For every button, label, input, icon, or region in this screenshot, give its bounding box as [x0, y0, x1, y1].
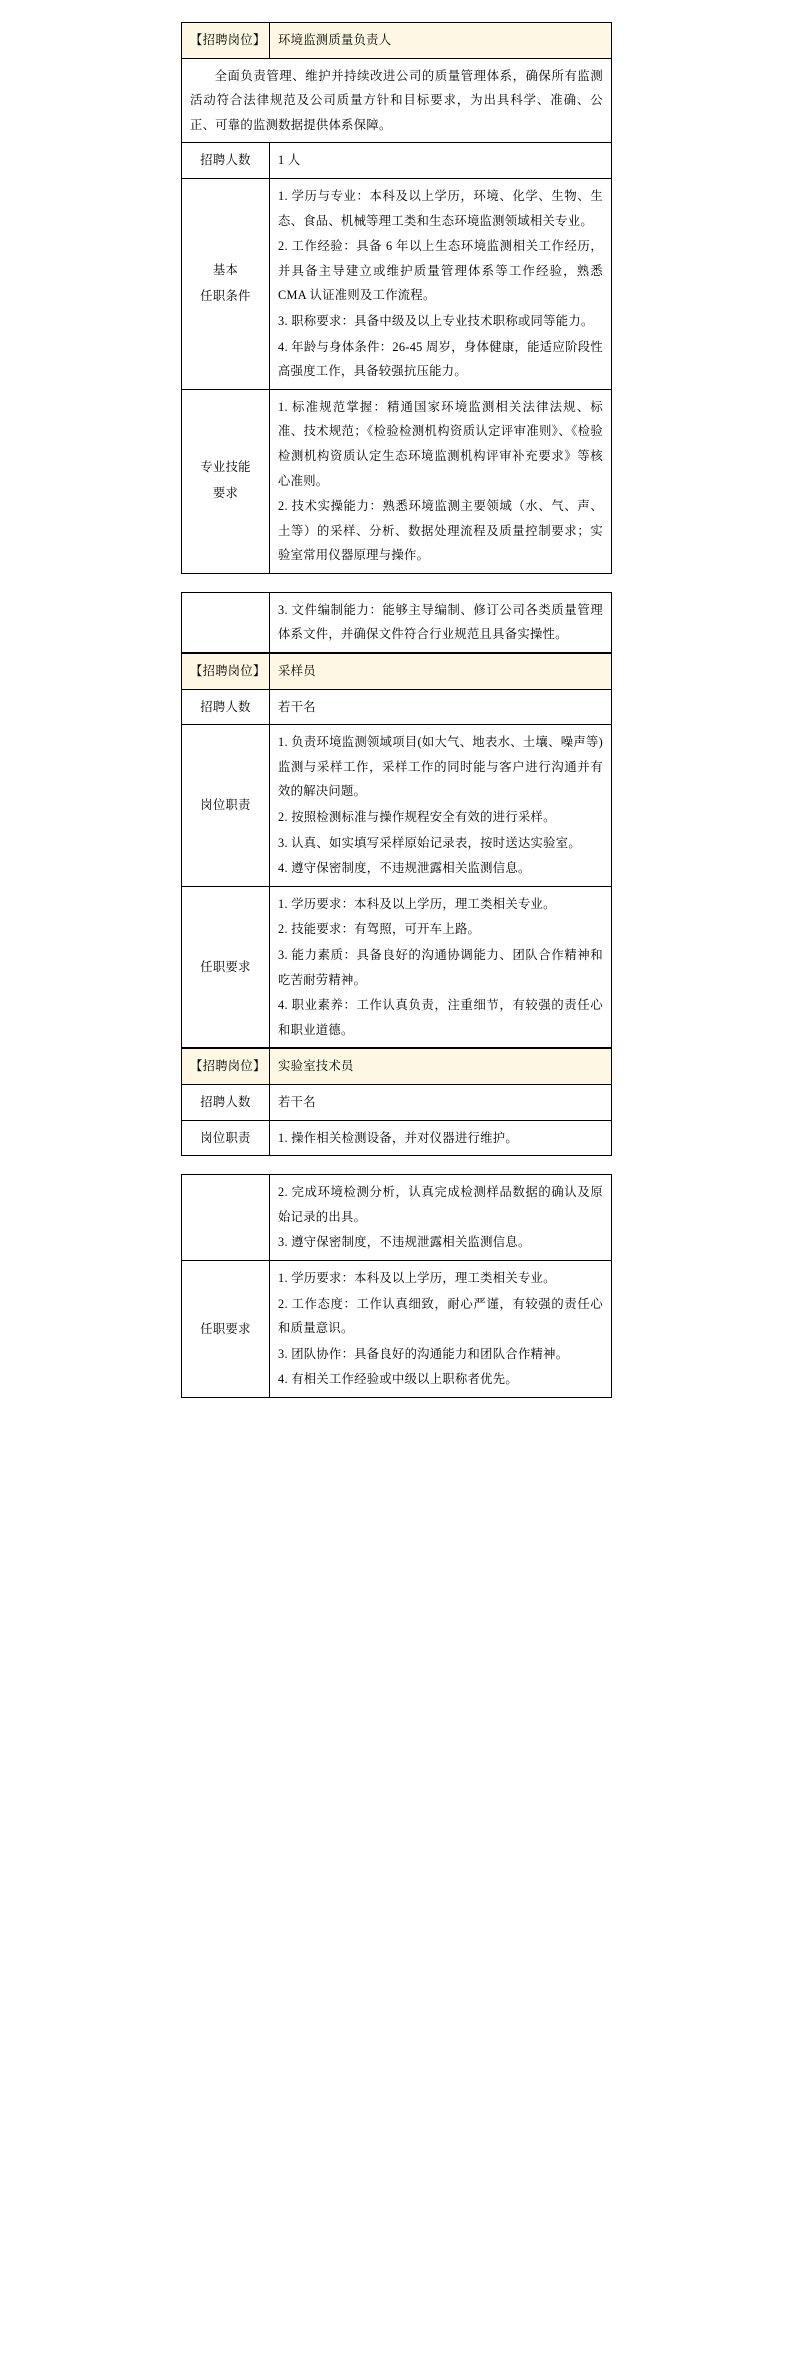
- professional-skills-value: [270, 389, 612, 573]
- professional-skills-label: [182, 389, 270, 573]
- table-row-post-title: [182, 1049, 612, 1085]
- post-title-label: 【招聘岗位】: [182, 654, 270, 690]
- post-title-label: 【招聘岗位】: [182, 23, 270, 59]
- duties-label: 岗位职责: [182, 725, 270, 887]
- list-item: 2. 工作经验：具备 6 年以上生态环境监测相关工作经历，并具备主导建立或维护质量管理体系等工作经验，熟悉 CMA 认证准则及工作流程。: [278, 239, 603, 303]
- job-table-quality-manager: [181, 22, 612, 574]
- table-row-duties: [182, 1120, 612, 1156]
- spacer-cell: [182, 574, 270, 593]
- professional-skills-value-continued: [270, 592, 612, 652]
- list-item: 1. 学历要求：本科及以上学历，理工类相关专业。: [278, 896, 556, 911]
- qualifications-label: 任职要求: [182, 1260, 270, 1397]
- headcount-label: 招聘人数: [182, 689, 270, 725]
- list-item: 2. 工作态度：工作认真细致，耐心严谨，有较强的责任心和质量意识。: [278, 1296, 603, 1336]
- table-row-qualifications: [182, 1260, 612, 1397]
- list-item: 4. 职业素养：工作认真负责，注重细节，有较强的责任心和职业道德。: [278, 998, 603, 1037]
- list-item: 1. 标准规范掌握：精通国家环境监测相关法律法规、标准、技术规范；《检验检测机构资质认定评审准则》、《检验检测机构资质认定生态环境监测机构评审补充要求》等核心准则。: [278, 399, 603, 488]
- spacer-cell: [270, 574, 612, 593]
- list-item: 3. 能力素质：具备良好的沟通协调能力、团队合作精神和吃苦耐劳精神。: [278, 948, 603, 987]
- table-row-headcount: [182, 689, 612, 725]
- post-title-value: 采样员: [270, 654, 612, 690]
- list-item: 2. 技能要求：有驾照，可开车上路。: [278, 922, 481, 937]
- table-row-basic-requirements: [182, 178, 612, 389]
- basic-requirements-value: [270, 178, 612, 389]
- table-row-professional-skills: [182, 389, 612, 573]
- professional-skills-label-line1: 专业技能: [200, 460, 251, 475]
- list-item: 1. 学历与专业：本科及以上学历，环境、化学、生物、生态、食品、机械等理工类和生态环境监测领域相关专业。: [278, 188, 603, 228]
- list-item: 2. 技术实操能力：熟悉环境监测主要领域（水、气、声、土等）的采样、分析、数据处理流程及质量控制要求；实验室常用仪器原理与操作。: [278, 499, 603, 563]
- spacer-cell: [270, 1156, 612, 1175]
- table-row-qualifications: [182, 886, 612, 1048]
- spacer-cell: [182, 1156, 270, 1175]
- list-item: 4. 年龄与身体条件：26-45 周岁，身体健康，能适应阶段性高强度工作，具备较强抗压能力。: [278, 339, 603, 379]
- qualifications-label: 任职要求: [182, 886, 270, 1048]
- headcount-value: 若干名: [270, 689, 612, 725]
- duties-value-continued: [270, 1175, 612, 1261]
- list-item: 3. 认真、如实填写采样原始记录表，按时送达实验室。: [278, 835, 581, 850]
- professional-skills-label-line2: 要求: [212, 486, 239, 501]
- table-row-headcount: [182, 1084, 612, 1120]
- headcount-value: 1 人: [270, 143, 612, 179]
- headcount-label: 招聘人数: [182, 143, 270, 179]
- duties-label-continued: [182, 1175, 270, 1261]
- list-item: 1. 操作相关检测设备，并对仪器进行维护。: [278, 1130, 518, 1145]
- qualifications-value: [270, 886, 612, 1048]
- list-item: 3. 文件编制能力：能够主导编制、修订公司各类质量管理体系文件，并确保文件符合行业规范且具备实操性。: [278, 602, 603, 642]
- duties-value: [270, 725, 612, 887]
- post-title-label: 【招聘岗位】: [182, 1049, 270, 1085]
- table-row-duties: [182, 725, 612, 887]
- job-intro-cell: [182, 58, 612, 143]
- list-item: 2. 按照检测标准与操作规程安全有效的进行采样。: [278, 810, 556, 825]
- table-row-headcount: [182, 143, 612, 179]
- table-row-post-title: [182, 654, 612, 690]
- post-title-value: 实验室技术员: [270, 1049, 612, 1085]
- table-row-intro: [182, 58, 612, 143]
- duties-label: 岗位职责: [182, 1120, 270, 1156]
- basic-requirements-label-line1: 基本: [212, 263, 239, 278]
- page-break-spacer: [182, 1156, 612, 1175]
- list-item: 1. 学历要求：本科及以上学历，理工类相关专业。: [278, 1270, 556, 1285]
- page-break-spacer: [182, 574, 612, 593]
- post-title-value: 环境监测质量负责人: [270, 23, 612, 59]
- list-item: 4. 有相关工作经验或中级以上职称者优先。: [278, 1372, 518, 1387]
- job-intro-text: 全面负责管理、维护并持续改进公司的质量管理体系，确保所有监测活动符合法律规范及公司质量方针和目标要求，为出具科学、准确、公正、可靠的监测数据提供体系保障。: [190, 68, 603, 132]
- basic-requirements-label-line2: 任职条件: [200, 288, 251, 303]
- job-table-lab-technician: [181, 1048, 612, 1156]
- job-table-sampler: [181, 653, 612, 1048]
- table-row-duties-continued: [182, 1175, 612, 1261]
- job-table-quality-manager-continued: [181, 574, 612, 653]
- table-row-post-title: [182, 23, 612, 59]
- basic-requirements-label: [182, 178, 270, 389]
- list-item: 4. 遵守保密制度，不违规泄露相关监测信息。: [278, 861, 531, 876]
- headcount-value: 若干名: [270, 1084, 612, 1120]
- list-item: 3. 遵守保密制度，不违规泄露相关监测信息。: [278, 1235, 531, 1250]
- professional-skills-label-continued: [182, 592, 270, 652]
- table-row-professional-skills-continued: [182, 592, 612, 652]
- list-item: 2. 完成环境检测分析，认真完成检测样品数据的确认及原始记录的出具。: [278, 1185, 603, 1224]
- duties-value: [270, 1120, 612, 1156]
- list-item: 1. 负责环境监测领域项目(如大气、地表水、土壤、噪声等)监测与采样工作，采样工作的同时能与客户进行沟通并有效的解决问题。: [278, 735, 603, 799]
- qualifications-value: [270, 1260, 612, 1397]
- job-table-lab-technician-continued: [181, 1156, 612, 1398]
- list-item: 3. 团队协作：具备良好的沟通能力和团队合作精神。: [278, 1346, 569, 1361]
- headcount-label: 招聘人数: [182, 1084, 270, 1120]
- list-item: 3. 职称要求：具备中级及以上专业技术职称或同等能力。: [278, 313, 594, 328]
